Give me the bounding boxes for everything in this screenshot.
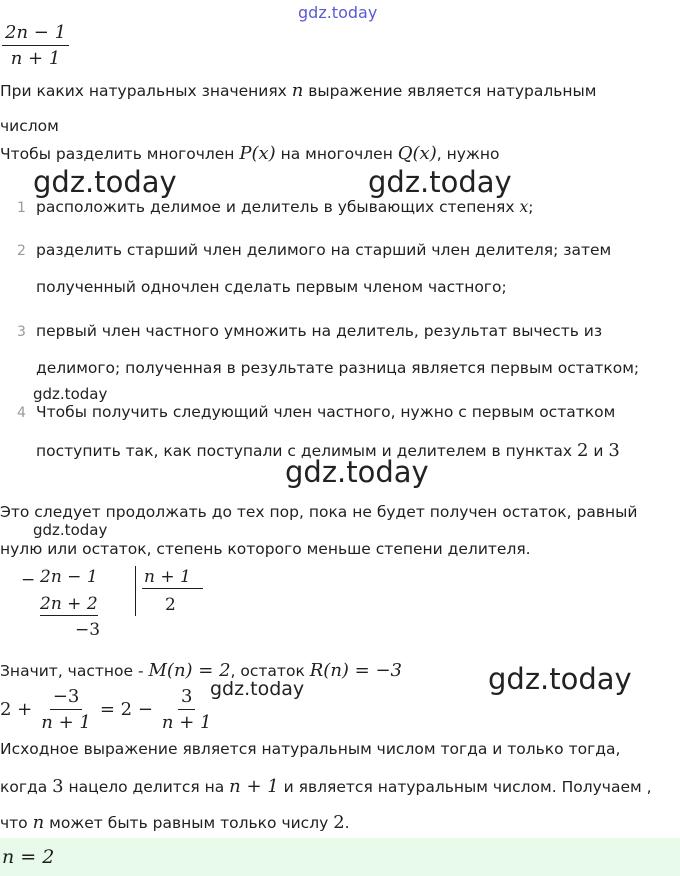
step-number: 3 xyxy=(17,324,26,340)
step-2-line-2: полученный одночлен сделать первым членом частного; xyxy=(36,278,507,296)
step-3-line-1: первый член частного умножить на делитель, результат вычесть из xyxy=(36,322,603,340)
division-remainder: −3 xyxy=(75,620,101,640)
watermark: gdz.today xyxy=(368,165,512,199)
watermark-top: gdz.today xyxy=(298,3,378,22)
fraction-numerator: 2n − 1 xyxy=(2,22,69,46)
header-fraction xyxy=(2,22,69,69)
division-divisor: n + 1 xyxy=(142,567,203,589)
conclusion-line-1: Исходное выражение является натуральным числом тогда и только тогда, xyxy=(0,740,621,758)
watermark: gdz.today xyxy=(210,678,305,700)
division-quotient: 2 xyxy=(165,595,176,615)
continue-line-2: нулю или остаток, степень которого меньше степени делителя. xyxy=(0,540,531,558)
division-minus: − xyxy=(21,570,36,590)
result-line: Значит, частное - M(n) = 2, остаток R(n) = −3 xyxy=(0,660,402,681)
division-subtrahend: 2n + 2 xyxy=(40,594,98,614)
step-number: 2 xyxy=(17,243,26,259)
step-number: 1 xyxy=(17,200,26,216)
question-line-1: При каких натуральных значениях n выражение является натуральным xyxy=(0,80,597,101)
step-3-line-2: делимого; полученная в результате разница является первым остатком; xyxy=(36,359,640,377)
watermark: gdz.today xyxy=(488,662,632,696)
division-dividend: 2n − 1 xyxy=(40,567,98,587)
step-2-line-1: разделить старший член делимого на старший член делителя; затем xyxy=(36,241,612,259)
step-4-line-2: поступить так, как поступали с делимым и делителем в пунктах 2 и 3 xyxy=(36,440,620,461)
identity-equation: 2 + $\frac{-3}{n + 1}$ = 2 − $\frac{3}{n + 1}$ xyxy=(0,686,212,733)
step-4-line-1: Чтобы получить следующий член частного, нужно с первым остатком xyxy=(36,403,616,421)
watermark: gdz.today xyxy=(33,165,177,199)
fraction-denominator: n + 1 xyxy=(10,48,61,69)
step-number: 4 xyxy=(17,405,26,421)
watermark: gdz.today xyxy=(33,521,108,539)
watermark: gdz.today xyxy=(33,385,108,403)
answer-text: n = 2 xyxy=(2,846,55,868)
conclusion-line-3: что n может быть равным только числу 2. xyxy=(0,812,350,833)
conclusion-line-2: когда 3 нацело делится на n + 1 и является натуральным числом. Получаем , xyxy=(0,776,652,797)
continue-line-1: Это следует продолжать до тех пор, пока не будет получен остаток, равный xyxy=(0,503,638,521)
watermark: gdz.today xyxy=(285,455,429,489)
question-line-2: числом xyxy=(0,117,59,135)
division-bar xyxy=(135,566,136,616)
intro-line: Чтобы разделить многочлен P(x) на многочлен Q(x), нужно xyxy=(0,143,500,164)
step-1-text: расположить делимое и делитель в убывающих степенях x; xyxy=(36,198,534,216)
answer-box xyxy=(0,838,680,876)
